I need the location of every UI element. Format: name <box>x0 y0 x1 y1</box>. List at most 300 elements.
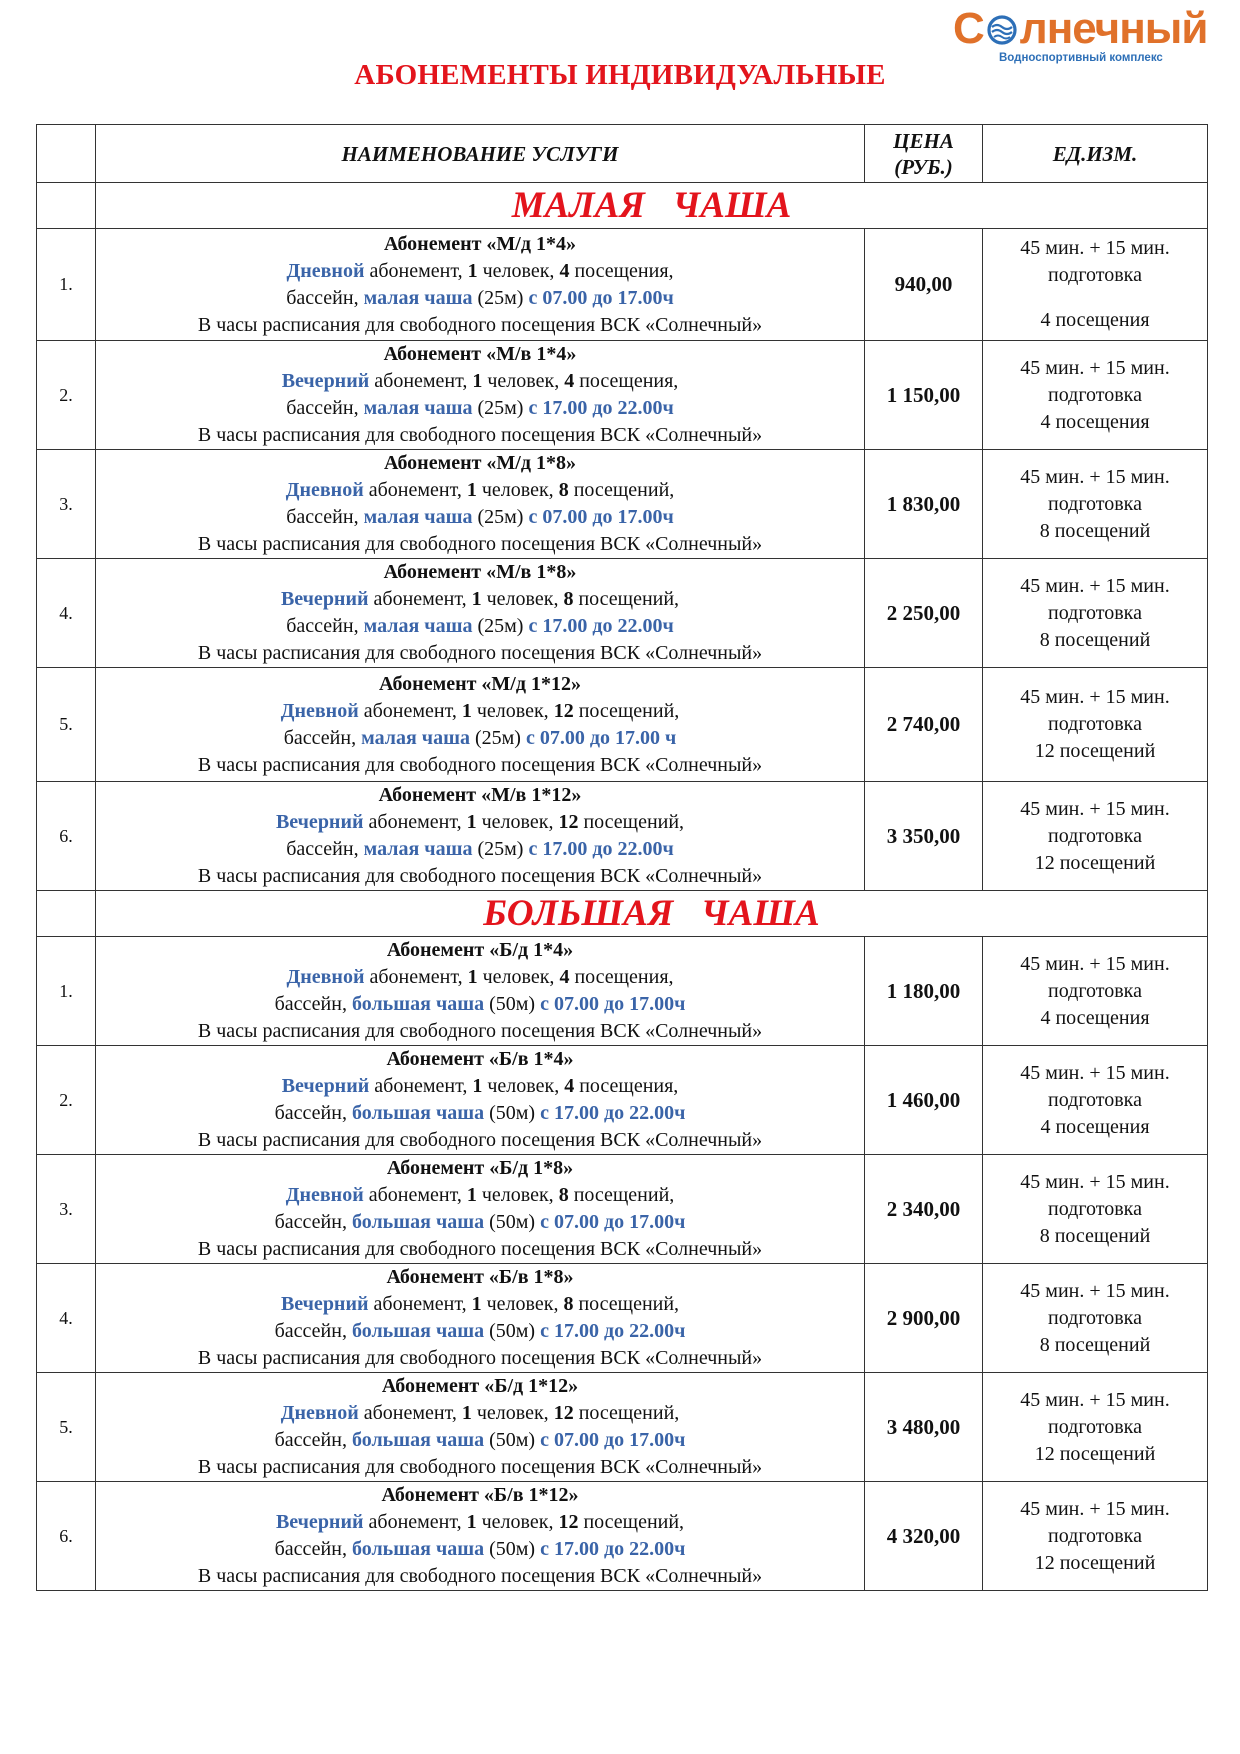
pool-label: бассейн, <box>274 1102 352 1124</box>
terms-text: человек, <box>481 588 564 610</box>
pool-label: бассейн, <box>274 1211 352 1233</box>
people-count: 1 <box>461 699 472 722</box>
service-description <box>96 1155 865 1264</box>
service-pool-line <box>96 504 864 531</box>
pool-size: (25м) <box>472 397 529 419</box>
unit-cell <box>983 341 1208 450</box>
service-terms-line <box>96 258 864 285</box>
terms-text: посещения, <box>569 966 674 988</box>
people-count: 1 <box>466 1511 477 1533</box>
pool-name: малая чаша <box>363 838 473 860</box>
time-range: с 07.00 до 17.00 ч <box>525 726 677 749</box>
price-value: 1 460,00 <box>865 1046 983 1155</box>
subscription-type: Дневной <box>285 479 364 501</box>
unit-cell <box>983 1373 1208 1482</box>
schedule-note: В часы расписания для свободного посещения ВСК «Солнечный» <box>197 424 763 446</box>
price-value: 3 350,00 <box>865 782 983 891</box>
unit-cell <box>983 782 1208 891</box>
service-schedule-line <box>96 752 864 779</box>
price-table <box>36 124 1208 1591</box>
table-row <box>37 559 1208 668</box>
service-schedule-line <box>96 1236 864 1263</box>
terms-text: посещений, <box>578 811 685 833</box>
terms-text: абонемент, <box>363 479 467 501</box>
terms-text: абонемент, <box>363 1184 467 1206</box>
unit-duration: 45 мин. + 15 мин. <box>1020 1388 1170 1411</box>
visits-count: 4 <box>559 966 570 988</box>
terms-text: посещений, <box>568 479 675 501</box>
people-count: 1 <box>466 1184 477 1206</box>
service-pool-line <box>96 836 864 863</box>
pool-label: бассейн, <box>274 1320 352 1342</box>
terms-text: человек, <box>477 259 560 282</box>
service-name-line <box>96 1373 864 1400</box>
schedule-note: В часы расписания для свободного посещения ВСК «Солнечный» <box>197 753 763 776</box>
service-terms-line <box>96 964 864 991</box>
service-name: Абонемент «М/в 1*4» <box>383 343 577 365</box>
pool-label: бассейн, <box>274 1429 352 1451</box>
schedule-note: В часы расписания для свободного посещения ВСК «Солнечный» <box>197 313 763 336</box>
pool-name: малая чаша <box>363 615 473 637</box>
subscription-type: Дневной <box>280 699 359 722</box>
section-row <box>37 891 1208 937</box>
pool-label: бассейн, <box>286 286 364 309</box>
unit-preparation: подготовка <box>1048 601 1142 624</box>
pool-name: большая чаша <box>351 1102 485 1124</box>
unit-visits: 8 посещений <box>1039 628 1151 651</box>
unit-preparation: подготовка <box>1048 1524 1142 1547</box>
unit-duration: 45 мин. + 15 мин. <box>1020 686 1170 708</box>
row-number: 4. <box>37 559 96 668</box>
visits-count: 4 <box>559 259 570 282</box>
page-title: АБОНЕМЕНТЫ ИНДИВИДУАЛЬНЫЕ <box>354 59 886 91</box>
service-name: Абонемент «Б/д 1*8» <box>386 1157 574 1179</box>
subscription-type: Дневной <box>285 1184 364 1206</box>
time-range: с 17.00 до 22.00ч <box>540 1102 686 1124</box>
unit-preparation: подготовка <box>1048 264 1142 286</box>
subscription-type: Вечерний <box>275 1511 364 1533</box>
row-number: 5. <box>37 1373 96 1482</box>
unit-cell <box>983 1482 1208 1591</box>
people-count: 1 <box>471 1293 482 1315</box>
unit-cell <box>983 1155 1208 1264</box>
schedule-note: В часы расписания для свободного посещения ВСК «Солнечный» <box>197 1238 763 1260</box>
terms-text: посещений, <box>573 588 680 610</box>
time-range: с 07.00 до 17.00ч <box>540 993 686 1015</box>
service-terms-line <box>96 1400 864 1427</box>
row-number: 6. <box>37 782 96 891</box>
row-number: 3. <box>37 1155 96 1264</box>
terms-text: абонемент, <box>369 1075 473 1097</box>
unit-preparation: подготовка <box>1048 1306 1142 1329</box>
unit-preparation: подготовка <box>1048 713 1142 735</box>
service-name: Абонемент «М/д 1*4» <box>384 232 576 255</box>
service-terms-line <box>96 1073 864 1100</box>
table-row <box>37 937 1208 1046</box>
service-schedule-line <box>96 1345 864 1372</box>
schedule-note: В часы расписания для свободного посещения ВСК «Солнечный» <box>197 642 763 664</box>
service-description <box>96 229 865 341</box>
unit-preparation: подготовка <box>1048 1415 1142 1438</box>
logo-letter-before: С <box>953 4 984 53</box>
visits-count: 12 <box>553 699 574 722</box>
table-header-row <box>37 125 1208 183</box>
terms-text: человек, <box>471 699 554 722</box>
service-schedule-line <box>96 1563 864 1590</box>
schedule-note: В часы расписания для свободного посещения ВСК «Солнечный» <box>197 1129 763 1151</box>
service-name: Абонемент «Б/д 1*4» <box>386 939 574 961</box>
pool-label: бассейн, <box>283 726 362 749</box>
visits-count: 12 <box>553 1402 574 1424</box>
pool-name: большая чаша <box>351 1320 485 1342</box>
terms-text: абонемент, <box>368 588 472 610</box>
terms-text: посещения, <box>574 370 679 392</box>
service-terms-line <box>96 809 864 836</box>
unit-visits: 12 посещений <box>1034 740 1156 762</box>
service-name-line <box>96 1264 864 1291</box>
service-name: Абонемент «М/д 1*8» <box>384 452 576 474</box>
unit-preparation: подготовка <box>1048 1197 1142 1220</box>
service-schedule-line <box>96 1018 864 1045</box>
pool-name: большая чаша <box>351 1538 485 1560</box>
pool-size: (50м) <box>484 993 541 1015</box>
service-pool-line <box>96 1318 864 1345</box>
table-body <box>37 183 1208 1591</box>
terms-text: человек, <box>482 370 565 392</box>
people-count: 1 <box>471 588 482 610</box>
pool-size: (50м) <box>484 1211 541 1233</box>
terms-text: человек, <box>471 1402 554 1424</box>
subscription-type: Вечерний <box>280 588 369 610</box>
terms-text: человек, <box>476 1184 559 1206</box>
service-schedule-line <box>96 422 864 449</box>
service-description <box>96 782 865 891</box>
section-number-cell <box>37 183 96 229</box>
subscription-type: Вечерний <box>280 1293 369 1315</box>
unit-cell <box>983 668 1208 782</box>
section-title: МАЛАЯ ЧАША <box>96 183 1208 229</box>
pool-size: (50м) <box>484 1429 541 1451</box>
unit-duration: 45 мин. + 15 мин. <box>1020 465 1170 488</box>
unit-visits: 12 посещений <box>1034 1442 1156 1465</box>
row-number: 5. <box>37 668 96 782</box>
price-value: 3 480,00 <box>865 1373 983 1482</box>
unit-duration: 45 мин. + 15 мин. <box>1020 356 1170 379</box>
section-title: БОЛЬШАЯ ЧАША <box>96 891 1208 937</box>
pool-name: малая чаша <box>361 726 470 749</box>
logo-letters-after: лнечный <box>1019 4 1208 53</box>
subscription-type: Вечерний <box>281 370 370 392</box>
price-value: 2 900,00 <box>865 1264 983 1373</box>
subscription-type: Вечерний <box>281 1075 370 1097</box>
logo-wordmark <box>953 4 1207 54</box>
service-pool-line <box>96 991 864 1018</box>
unit-preparation: подготовка <box>1048 383 1142 406</box>
terms-text: человек, <box>477 966 560 988</box>
people-count: 1 <box>472 370 483 392</box>
header-number <box>37 125 96 183</box>
service-name-line <box>96 1155 864 1182</box>
unit-visits: 4 посещения <box>1040 309 1150 331</box>
service-description <box>96 1373 865 1482</box>
section-row <box>37 183 1208 229</box>
unit-duration: 45 мин. + 15 мин. <box>1020 952 1170 975</box>
terms-text: человек, <box>476 1511 559 1533</box>
schedule-note: В часы расписания для свободного посещения ВСК «Солнечный» <box>197 533 763 555</box>
service-name: Абонемент «Б/в 1*8» <box>386 1266 574 1288</box>
pool-size: (25м) <box>469 726 526 749</box>
terms-text: посещений, <box>573 699 680 722</box>
terms-text: посещения, <box>574 1075 679 1097</box>
unit-cell <box>983 937 1208 1046</box>
unit-visits: 12 посещений <box>1034 1551 1156 1574</box>
price-value: 2 250,00 <box>865 559 983 668</box>
time-range: с 17.00 до 22.00ч <box>528 838 674 860</box>
time-range: с 07.00 до 17.00ч <box>528 286 674 309</box>
pool-label: бассейн, <box>274 993 352 1015</box>
pool-label: бассейн, <box>286 397 364 419</box>
terms-text: человек, <box>481 1293 564 1315</box>
sun-wave-icon <box>986 14 1018 46</box>
schedule-note: В часы расписания для свободного посещения ВСК «Солнечный» <box>197 865 763 887</box>
table-row <box>37 1046 1208 1155</box>
unit-cell <box>983 1264 1208 1373</box>
unit-preparation: подготовка <box>1048 1088 1142 1111</box>
pool-name: малая чаша <box>363 397 473 419</box>
unit-visits: 8 посещений <box>1039 1333 1151 1356</box>
time-range: с 07.00 до 17.00ч <box>540 1211 686 1233</box>
table-row <box>37 1482 1208 1591</box>
row-number: 2. <box>37 1046 96 1155</box>
service-terms-line <box>96 586 864 613</box>
service-schedule-line <box>96 312 864 339</box>
service-name-line <box>96 937 864 964</box>
unit-duration: 45 мин. + 15 мин. <box>1020 1279 1170 1302</box>
subscription-type: Дневной <box>286 966 365 988</box>
service-description <box>96 668 865 782</box>
service-name: Абонемент «М/в 1*8» <box>383 561 577 583</box>
pool-label: бассейн, <box>286 838 364 860</box>
terms-text: посещений, <box>573 1402 680 1424</box>
unit-cell <box>983 1046 1208 1155</box>
terms-text: абонемент, <box>358 699 462 722</box>
service-terms-line <box>96 477 864 504</box>
pool-size: (25м) <box>472 615 529 637</box>
unit-duration: 45 мин. + 15 мин. <box>1020 1497 1170 1520</box>
service-schedule-line <box>96 863 864 890</box>
price-value: 2 740,00 <box>865 668 983 782</box>
table-row <box>37 1373 1208 1482</box>
row-number: 3. <box>37 450 96 559</box>
service-description <box>96 450 865 559</box>
service-pool-line <box>96 613 864 640</box>
terms-text: посещений, <box>573 1293 680 1315</box>
unit-cell <box>983 450 1208 559</box>
schedule-note: В часы расписания для свободного посещения ВСК «Солнечный» <box>197 1020 763 1042</box>
schedule-note: В часы расписания для свободного посещения ВСК «Солнечный» <box>197 1347 763 1369</box>
terms-text: абонемент, <box>368 1293 472 1315</box>
terms-text: посещений, <box>578 1511 685 1533</box>
people-count: 1 <box>467 259 478 282</box>
pool-size: (25м) <box>472 506 529 528</box>
service-name: Абонемент «Б/в 1*4» <box>386 1048 574 1070</box>
unit-cell <box>983 559 1208 668</box>
service-name: Абонемент «М/в 1*12» <box>378 784 582 806</box>
time-range: с 07.00 до 17.00ч <box>528 506 674 528</box>
service-terms-line <box>96 368 864 395</box>
unit-visits: 8 посещений <box>1039 1224 1151 1247</box>
terms-text: человек, <box>476 479 559 501</box>
row-number: 1. <box>37 937 96 1046</box>
service-name-line <box>96 450 864 477</box>
service-pool-line <box>96 285 864 312</box>
table-row <box>37 1264 1208 1373</box>
schedule-note: В часы расписания для свободного посещения ВСК «Солнечный» <box>197 1565 763 1587</box>
service-pool-line <box>96 725 864 752</box>
header-price <box>865 125 983 183</box>
service-description <box>96 937 865 1046</box>
pool-size: (50м) <box>484 1102 541 1124</box>
people-count: 1 <box>466 479 477 501</box>
visits-count: 8 <box>563 1293 574 1315</box>
unit-visits: 8 посещений <box>1039 519 1151 542</box>
service-schedule-line <box>96 531 864 558</box>
service-name-line <box>96 341 864 368</box>
pool-size: (50м) <box>484 1320 541 1342</box>
pool-name: большая чаша <box>351 993 485 1015</box>
header-unit: ЕД.ИЗМ. <box>983 125 1208 183</box>
terms-text: человек, <box>476 811 559 833</box>
pool-label: бассейн, <box>286 506 364 528</box>
unit-duration: 45 мин. + 15 мин. <box>1020 1170 1170 1193</box>
pool-name: малая чаша <box>363 506 473 528</box>
service-schedule-line <box>96 1454 864 1481</box>
people-count: 1 <box>467 966 478 988</box>
table-row <box>37 229 1208 341</box>
visits-count: 8 <box>558 479 569 501</box>
people-count: 1 <box>466 811 477 833</box>
pool-label: бассейн, <box>274 1538 352 1560</box>
terms-text: посещения, <box>569 259 674 282</box>
price-value: 4 320,00 <box>865 1482 983 1591</box>
row-number: 2. <box>37 341 96 450</box>
pool-size: (25м) <box>472 286 529 309</box>
service-description <box>96 1264 865 1373</box>
unit-duration: 45 мин. + 15 мин. <box>1020 237 1170 259</box>
table-row <box>37 782 1208 891</box>
unit-duration: 45 мин. + 15 мин. <box>1020 574 1170 597</box>
service-pool-line <box>96 395 864 422</box>
unit-visits: 12 посещений <box>1034 851 1156 874</box>
header-price-line1: ЦЕНА <box>893 128 954 153</box>
visits-count: 8 <box>563 588 574 610</box>
service-description <box>96 559 865 668</box>
logo-subtitle: Водноспортивный комплекс <box>999 52 1163 64</box>
unit-visits: 4 посещения <box>1040 1115 1150 1138</box>
service-pool-line <box>96 1427 864 1454</box>
service-name: Абонемент «Б/д 1*12» <box>381 1375 579 1397</box>
service-terms-line <box>96 1291 864 1318</box>
row-number: 4. <box>37 1264 96 1373</box>
header-price-line2: (РУБ.) <box>894 154 953 179</box>
terms-text: абонемент, <box>369 370 473 392</box>
subscription-type: Дневной <box>280 1402 359 1424</box>
service-description <box>96 1046 865 1155</box>
price-value: 1 180,00 <box>865 937 983 1046</box>
service-name: Абонемент «М/д 1*12» <box>379 672 581 695</box>
table-row <box>37 1155 1208 1264</box>
time-range: с 17.00 до 22.00ч <box>528 397 674 419</box>
service-schedule-line <box>96 1127 864 1154</box>
unit-preparation: подготовка <box>1048 824 1142 847</box>
schedule-note: В часы расписания для свободного посещения ВСК «Солнечный» <box>197 1456 763 1478</box>
time-range: с 17.00 до 22.00ч <box>528 615 674 637</box>
service-terms-line <box>96 1182 864 1209</box>
section-number-cell <box>37 891 96 937</box>
row-number: 1. <box>37 229 96 341</box>
service-terms-line <box>96 698 864 725</box>
service-name-line <box>96 782 864 809</box>
service-name-line <box>96 1482 864 1509</box>
table-row <box>37 450 1208 559</box>
row-number: 6. <box>37 1482 96 1591</box>
unit-duration: 45 мин. + 15 мин. <box>1020 1061 1170 1084</box>
price-value: 1 830,00 <box>865 450 983 559</box>
visits-count: 4 <box>564 370 575 392</box>
pool-name: большая чаша <box>351 1429 485 1451</box>
time-range: с 17.00 до 22.00ч <box>540 1538 686 1560</box>
service-pool-line <box>96 1536 864 1563</box>
service-description <box>96 1482 865 1591</box>
unit-visits: 4 посещения <box>1040 1006 1150 1029</box>
unit-visits: 4 посещения <box>1040 410 1150 433</box>
unit-cell <box>983 229 1208 341</box>
service-schedule-line <box>96 640 864 667</box>
terms-text: абонемент, <box>363 1511 467 1533</box>
pool-size: (50м) <box>484 1538 541 1560</box>
terms-text: абонемент, <box>364 259 468 282</box>
service-name-line <box>96 671 864 698</box>
price-value: 940,00 <box>865 229 983 341</box>
visits-count: 8 <box>558 1184 569 1206</box>
time-range: с 17.00 до 22.00ч <box>540 1320 686 1342</box>
terms-text: абонемент, <box>363 811 467 833</box>
subscription-type: Вечерний <box>275 811 364 833</box>
time-range: с 07.00 до 17.00ч <box>540 1429 686 1451</box>
terms-text: абонемент, <box>358 1402 462 1424</box>
service-description <box>96 341 865 450</box>
unit-preparation: подготовка <box>1048 979 1142 1002</box>
visits-count: 12 <box>558 811 579 833</box>
price-value: 2 340,00 <box>865 1155 983 1264</box>
price-value: 1 150,00 <box>865 341 983 450</box>
pool-name: большая чаша <box>351 1211 485 1233</box>
table-row <box>37 341 1208 450</box>
pool-name: малая чаша <box>363 286 473 309</box>
service-name-line <box>96 1046 864 1073</box>
terms-text: человек, <box>482 1075 565 1097</box>
terms-text: посещений, <box>568 1184 675 1206</box>
visits-count: 12 <box>558 1511 579 1533</box>
people-count: 1 <box>472 1075 483 1097</box>
unit-preparation: подготовка <box>1048 492 1142 515</box>
service-name: Абонемент «Б/в 1*12» <box>381 1484 579 1506</box>
pool-label: бассейн, <box>286 615 364 637</box>
service-name-line <box>96 559 864 586</box>
unit-duration: 45 мин. + 15 мин. <box>1020 797 1170 820</box>
service-name-line <box>96 231 864 258</box>
header-service: НАИМЕНОВАНИЕ УСЛУГИ <box>96 125 865 183</box>
